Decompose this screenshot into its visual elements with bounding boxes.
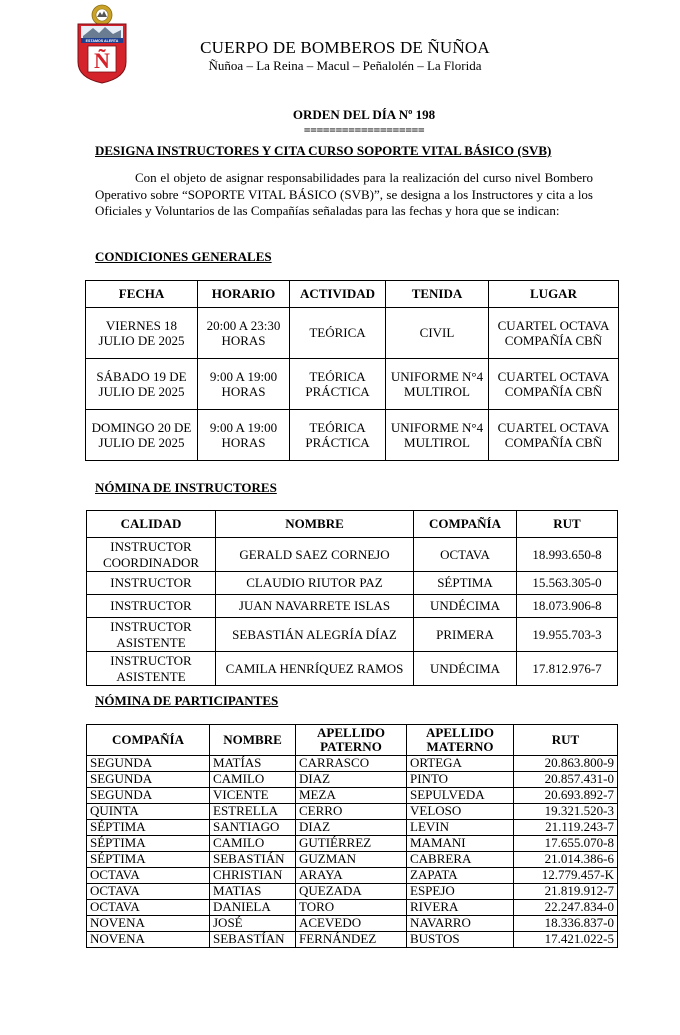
table-cell: MATÍAS xyxy=(210,756,296,772)
table-cell: SÉPTIMA xyxy=(87,836,210,852)
table-cell: 19.955.703-3 xyxy=(517,618,618,652)
table-cell: SEGUNDA xyxy=(87,756,210,772)
table-cell: MEZA xyxy=(296,788,407,804)
table-cell: VIERNES 18 JULIO DE 2025 xyxy=(86,308,198,359)
table-row xyxy=(86,308,619,359)
table-cell: 22.247.834-0 xyxy=(514,900,618,916)
table-cell: CIVIL xyxy=(386,308,489,359)
table-row xyxy=(87,932,618,948)
table-cell: QUINTA xyxy=(87,804,210,820)
table-cell: 20:00 A 23:30 HORAS xyxy=(198,308,290,359)
table-cell: QUEZADA xyxy=(296,884,407,900)
table-row xyxy=(87,868,618,884)
table-cell: OCTAVA xyxy=(414,538,517,572)
instructors-heading: NÓMINA DE INSTRUCTORES xyxy=(95,480,277,495)
table-cell: DANIELA xyxy=(210,900,296,916)
table-cell: SÁBADO 19 DE JULIO DE 2025 xyxy=(86,359,198,410)
column-header: RUT xyxy=(514,725,618,756)
organization-subtitle: Ñuñoa – La Reina – Macul – Peñalolén – La Florida xyxy=(208,58,482,73)
participants-heading: NÓMINA DE PARTICIPANTES xyxy=(95,693,279,708)
table-cell: OCTAVA xyxy=(87,900,210,916)
table-cell: TORO xyxy=(296,900,407,916)
table-cell: DOMINGO 20 DE JULIO DE 2025 xyxy=(86,410,198,461)
column-header: FECHA xyxy=(86,281,198,308)
table-cell: MAMANI xyxy=(407,836,514,852)
column-header: APELLIDO PATERNO xyxy=(296,725,407,756)
participants-body xyxy=(87,756,618,948)
table-cell: CABRERA xyxy=(407,852,514,868)
table-cell: INSTRUCTOR COORDINADOR xyxy=(87,538,216,572)
table-cell: SEPULVEDA xyxy=(407,788,514,804)
table-cell: CARRASCO xyxy=(296,756,407,772)
table-cell: FERNÁNDEZ xyxy=(296,932,407,948)
table-cell: CLAUDIO RIUTOR PAZ xyxy=(216,572,414,595)
table-cell: 20.863.800-9 xyxy=(514,756,618,772)
table-cell: CAMILO xyxy=(210,772,296,788)
table-cell: TEÓRICA PRÁCTICA xyxy=(290,359,386,410)
table-cell: LEVIN xyxy=(407,820,514,836)
table-row xyxy=(87,618,618,652)
table-row xyxy=(87,652,618,686)
table-cell: 19.321.520-3 xyxy=(514,804,618,820)
column-header: ACTIVIDAD xyxy=(290,281,386,308)
column-header: TENIDA xyxy=(386,281,489,308)
table-cell: ARAYA xyxy=(296,868,407,884)
table-cell: 18.336.837-0 xyxy=(514,916,618,932)
table-row xyxy=(87,595,618,618)
table-cell: ESPEJO xyxy=(407,884,514,900)
column-header: LUGAR xyxy=(489,281,619,308)
table-cell: 12.779.457-K xyxy=(514,868,618,884)
table-cell: SEGUNDA xyxy=(87,772,210,788)
column-header: RUT xyxy=(517,511,618,538)
table-row xyxy=(87,538,618,572)
table-cell: 20.693.892-7 xyxy=(514,788,618,804)
table-row xyxy=(87,852,618,868)
table-cell: 18.993.650-8 xyxy=(517,538,618,572)
table-cell: CAMILO xyxy=(210,836,296,852)
table-cell: VELOSO xyxy=(407,804,514,820)
column-header: NOMBRE xyxy=(216,511,414,538)
table-cell: 9:00 A 19:00 HORAS xyxy=(198,410,290,461)
table-cell: RIVERA xyxy=(407,900,514,916)
column-header: CALIDAD xyxy=(87,511,216,538)
column-header: HORARIO xyxy=(198,281,290,308)
table-cell: SEGUNDA xyxy=(87,788,210,804)
column-header: COMPAÑÍA xyxy=(87,725,210,756)
fire-department-crest-logo xyxy=(75,4,129,84)
table-cell: GUZMAN xyxy=(296,852,407,868)
order-title-rule: =================== xyxy=(303,123,425,137)
table-cell: DIAZ xyxy=(296,820,407,836)
table-cell: CUARTEL OCTAVA COMPAÑÍA CBÑ xyxy=(489,359,619,410)
table-cell: INSTRUCTOR xyxy=(87,572,216,595)
table-cell: NAVARRO xyxy=(407,916,514,932)
table-cell: 17.655.070-8 xyxy=(514,836,618,852)
table-cell: OCTAVA xyxy=(87,868,210,884)
table-cell: DIAZ xyxy=(296,772,407,788)
table-row xyxy=(87,756,618,772)
table-cell: 15.563.305-0 xyxy=(517,572,618,595)
table-cell: 20.857.431-0 xyxy=(514,772,618,788)
crest-top-ornament xyxy=(92,5,112,25)
conditions-table xyxy=(85,280,619,461)
table-cell: SÉPTIMA xyxy=(87,820,210,836)
table-cell: SÉPTIMA xyxy=(414,572,517,595)
table-row xyxy=(87,772,618,788)
table-cell: CHRISTIAN xyxy=(210,868,296,884)
table-cell: MATIAS xyxy=(210,884,296,900)
table-row xyxy=(86,359,619,410)
table-cell: SEBASTIÁN ALEGRÍA DÍAZ xyxy=(216,618,414,652)
table-cell: TEÓRICA xyxy=(290,308,386,359)
organization-title: CUERPO DE BOMBEROS DE ÑUÑOA xyxy=(200,38,490,57)
table-cell: 9:00 A 19:00 HORAS xyxy=(198,359,290,410)
intro-paragraph: Con el objeto de asignar responsabilidades para la realización del curso nivel Bombero Operativo sobre “SOPORTE VITAL BÁSICO (SVB)”, se designa a los Instructores y cita a los Oficiales y Voluntarios de las Compañías señaladas para las fechas y hora que se indican: xyxy=(95,170,593,218)
table-cell: INSTRUCTOR ASISTENTE xyxy=(87,618,216,652)
table-cell: UNIFORME N°4 MULTIROL xyxy=(386,410,489,461)
table-cell: INSTRUCTOR ASISTENTE xyxy=(87,652,216,686)
designation-heading: DESIGNA INSTRUCTORES Y CITA CURSO SOPORTE VITAL BÁSICO (SVB) xyxy=(95,143,552,158)
column-header: APELLIDO MATERNO xyxy=(407,725,514,756)
table-cell: PINTO xyxy=(407,772,514,788)
table-cell: 21.119.243-7 xyxy=(514,820,618,836)
table-cell: 21.014.386-6 xyxy=(514,852,618,868)
table-cell: VICENTE xyxy=(210,788,296,804)
table-row xyxy=(87,572,618,595)
table-cell: BUSTOS xyxy=(407,932,514,948)
table-cell: UNDÉCIMA xyxy=(414,652,517,686)
column-header: COMPAÑÍA xyxy=(414,511,517,538)
order-title: ORDEN DEL DÍA Nº 198 xyxy=(292,107,436,122)
table-cell: 17.421.022-5 xyxy=(514,932,618,948)
participants-header-row xyxy=(87,725,618,756)
table-cell: OCTAVA xyxy=(87,884,210,900)
table-row xyxy=(87,820,618,836)
table-cell: INSTRUCTOR xyxy=(87,595,216,618)
table-cell: SANTIAGO xyxy=(210,820,296,836)
table-cell: SEBASTÍAN xyxy=(210,932,296,948)
table-cell: NOVENA xyxy=(87,932,210,948)
table-cell: GUTIÉRREZ xyxy=(296,836,407,852)
table-cell: ESTRELLA xyxy=(210,804,296,820)
conditions-heading: CONDICIONES GENERALES xyxy=(95,249,272,264)
table-cell: ACEVEDO xyxy=(296,916,407,932)
table-row xyxy=(87,836,618,852)
table-cell: GERALD SAEZ CORNEJO xyxy=(216,538,414,572)
table-cell: ZAPATA xyxy=(407,868,514,884)
logo-banner-text: ESTAMOS ALERTA xyxy=(85,39,119,43)
table-cell: TEÓRICA PRÁCTICA xyxy=(290,410,386,461)
table-cell: UNIFORME N°4 MULTIROL xyxy=(386,359,489,410)
column-header: NOMBRE xyxy=(210,725,296,756)
table-cell: ORTEGA xyxy=(407,756,514,772)
table-cell: UNDÉCIMA xyxy=(414,595,517,618)
table-cell: SEBASTIÁN xyxy=(210,852,296,868)
table-row xyxy=(87,804,618,820)
table-row xyxy=(87,884,618,900)
logo-letter: Ñ xyxy=(94,48,110,73)
table-cell: JOSÉ xyxy=(210,916,296,932)
table-row xyxy=(87,900,618,916)
participants-table xyxy=(86,724,618,948)
table-cell: CAMILA HENRÍQUEZ RAMOS xyxy=(216,652,414,686)
instructors-table xyxy=(86,510,618,686)
table-cell: JUAN NAVARRETE ISLAS xyxy=(216,595,414,618)
table-row xyxy=(86,410,619,461)
table-cell: 18.073.906-8 xyxy=(517,595,618,618)
conditions-header-row xyxy=(86,281,619,308)
instructors-header-row xyxy=(87,511,618,538)
table-row xyxy=(87,788,618,804)
table-row xyxy=(87,916,618,932)
table-cell: PRIMERA xyxy=(414,618,517,652)
table-cell: CUARTEL OCTAVA COMPAÑÍA CBÑ xyxy=(489,308,619,359)
table-cell: NOVENA xyxy=(87,916,210,932)
table-cell: CUARTEL OCTAVA COMPAÑÍA CBÑ xyxy=(489,410,619,461)
table-cell: SÉPTIMA xyxy=(87,852,210,868)
table-cell: 17.812.976-7 xyxy=(517,652,618,686)
table-cell: CERRO xyxy=(296,804,407,820)
table-cell: 21.819.912-7 xyxy=(514,884,618,900)
